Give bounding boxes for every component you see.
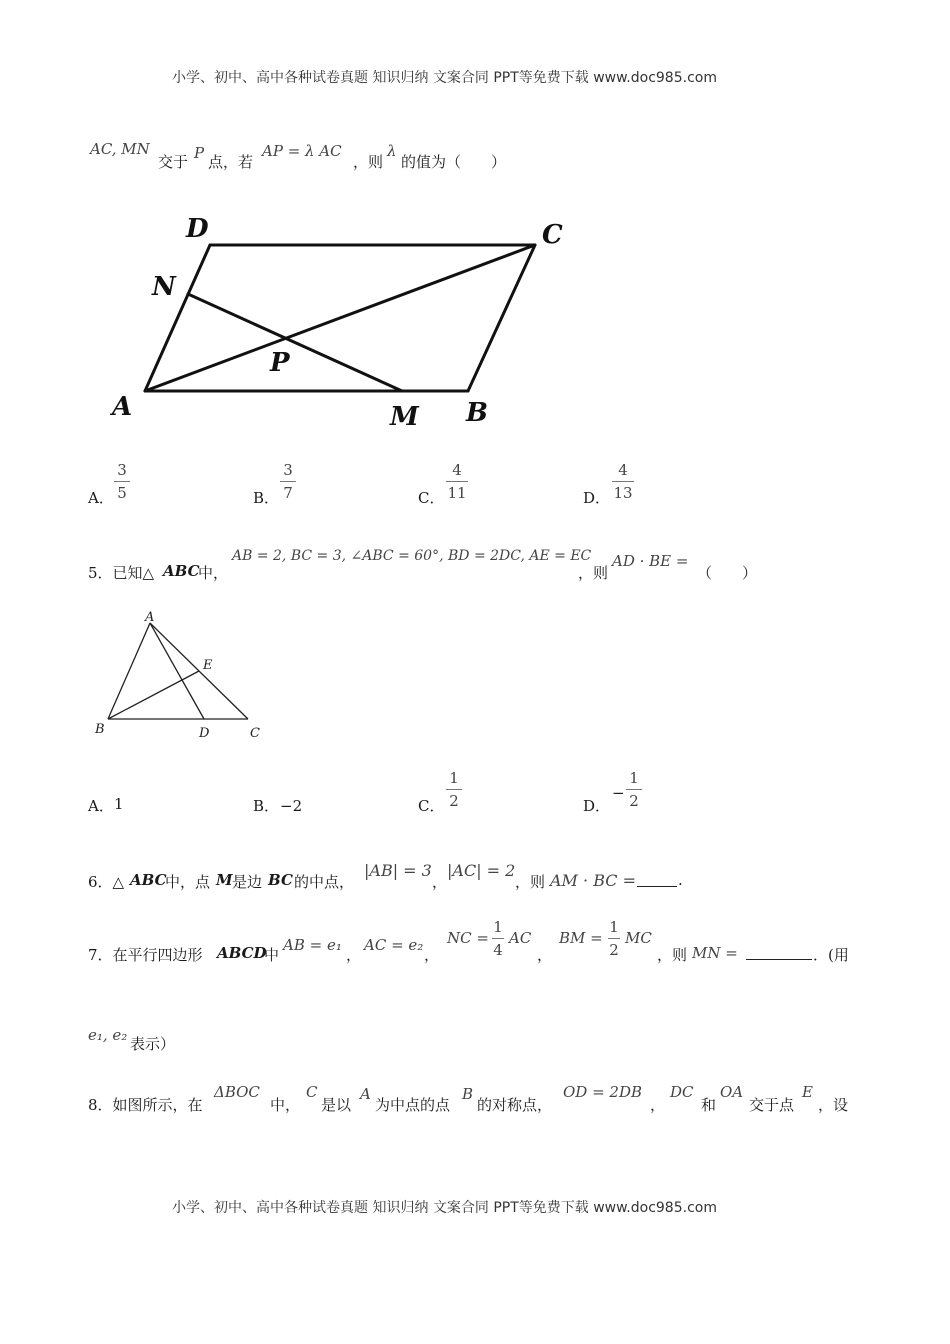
math-abs-ab: |AB| = 3 xyxy=(364,861,432,880)
option-b-label: B． xyxy=(253,489,280,507)
text: ，则 xyxy=(578,564,609,582)
math-oa: OA xyxy=(720,1083,744,1101)
option-c-label: C． xyxy=(418,489,445,507)
math-c: C xyxy=(306,1083,318,1101)
label-d: D xyxy=(199,726,210,741)
math-dc: DC xyxy=(670,1083,694,1101)
text: 点，若 xyxy=(208,153,254,171)
math-e: E xyxy=(802,1083,813,1101)
text: 8．如图所示，在 xyxy=(88,1096,203,1114)
text: ，则 xyxy=(353,153,384,171)
parallelogram-figure xyxy=(100,205,580,435)
segment-be xyxy=(108,671,199,719)
label-a: A xyxy=(112,392,133,422)
text: ，则 xyxy=(657,946,688,964)
text: 为中点的点 xyxy=(375,1096,451,1114)
option-c-fraction: 1 2 xyxy=(446,768,462,811)
math-od-2db: OD = 2DB xyxy=(563,1083,643,1101)
text: 交于点 xyxy=(749,1096,795,1114)
text: 是以 xyxy=(321,1096,352,1114)
answer-blank[interactable] xyxy=(746,959,812,960)
math-a: A xyxy=(360,1085,371,1103)
page-header: 小学、初中、高中各种试卷真题 知识归纳 文案合同 PPT等免费下载 www.doc985.com xyxy=(172,70,717,86)
math-abs-ac: |AC| = 2 xyxy=(447,861,516,880)
math-triangle-boc: ΔBOC xyxy=(214,1083,260,1101)
math-e1-e2: e₁, e₂ xyxy=(88,1026,128,1044)
label-a: A xyxy=(145,610,155,625)
option-b-label: B． xyxy=(253,797,280,815)
text: 5．已知△ xyxy=(88,564,155,582)
math-mn: MN = xyxy=(692,944,738,962)
math-am-bc: AM · BC = xyxy=(550,871,636,890)
label-m: M xyxy=(390,402,419,432)
label-n: N xyxy=(152,272,176,302)
option-a-label: A． xyxy=(88,797,114,815)
math-ac-e2: AC = e₂ xyxy=(364,936,424,954)
text: ， xyxy=(424,946,440,964)
text: 的中点， xyxy=(294,873,355,891)
text: 表示） xyxy=(130,1035,176,1053)
text: ， xyxy=(432,873,448,891)
text: ．(用 xyxy=(813,946,849,964)
text: 6．△ xyxy=(88,873,125,891)
option-a-value: 1 xyxy=(114,795,124,813)
math-nc-left: NC = xyxy=(447,929,489,947)
label-c: C xyxy=(542,220,563,250)
math-dot-product: AD · BE = xyxy=(612,552,689,570)
math-nc-right: AC xyxy=(509,929,532,947)
math-lambda: λ xyxy=(387,142,397,160)
text: 7．在平行四边形 xyxy=(88,946,203,964)
answer-blank[interactable] xyxy=(637,886,677,887)
text: 是边 xyxy=(232,873,263,891)
segment-bc: BC xyxy=(268,871,293,889)
text: ， xyxy=(346,946,362,964)
math-bm-left: BM = xyxy=(559,929,603,947)
option-d-fraction: 4 13 xyxy=(613,461,633,502)
text: 的值为（ ） xyxy=(401,153,507,171)
text: . xyxy=(678,871,683,889)
text: ，设 xyxy=(818,1096,849,1114)
option-d-sign: − xyxy=(612,784,625,802)
label-b: B xyxy=(95,722,105,737)
option-c-fraction: 4 11 xyxy=(447,461,467,502)
text: 中 xyxy=(264,946,280,964)
text: 的对称点， xyxy=(477,1096,553,1114)
nc-fraction: 1 4 xyxy=(493,918,503,959)
triangle-figure xyxy=(90,605,280,745)
text: （ ） xyxy=(697,564,758,582)
math-conditions: AB = 2, BC = 3, ∠ABC = 60°, BD = 2DC, AE = EC xyxy=(232,548,592,564)
option-b-value: −2 xyxy=(280,797,303,815)
math-p: P xyxy=(194,144,205,162)
label-p: P xyxy=(270,348,290,378)
text: 中， xyxy=(270,1096,301,1114)
math-ap-eq: AP = λ AC xyxy=(262,142,342,160)
text: 中，点 xyxy=(165,873,211,891)
option-a-fraction: 3 5 xyxy=(114,460,130,503)
option-d-label: D． xyxy=(583,489,611,507)
segment-ab xyxy=(108,623,150,719)
triangle-name: ABC xyxy=(163,562,200,580)
math-ab-e1: AB = e₁ xyxy=(283,936,342,954)
text: 和 xyxy=(701,1096,717,1114)
page-footer: 小学、初中、高中各种试卷真题 知识归纳 文案合同 PPT等免费下载 www.doc985.com xyxy=(172,1200,717,1216)
text: ，则 xyxy=(515,873,546,891)
text: 中， xyxy=(198,564,229,582)
point-m: M xyxy=(216,871,233,889)
text: ， xyxy=(537,946,553,964)
option-d-fraction: 1 2 xyxy=(626,768,642,811)
label-c: C xyxy=(250,726,260,741)
option-d-label: D． xyxy=(583,797,611,815)
label-d: D xyxy=(186,214,209,244)
triangle-name: ABC xyxy=(130,871,167,889)
text: ， xyxy=(650,1096,666,1114)
label-b: B xyxy=(466,398,488,428)
math-b: B xyxy=(462,1085,474,1103)
math-ac-mn: AC, MN xyxy=(90,140,150,158)
segment-ad xyxy=(150,623,204,719)
option-c-label: C． xyxy=(418,797,445,815)
option-a-label: A． xyxy=(88,489,114,507)
text: 交于 xyxy=(158,153,189,171)
segment-mn xyxy=(188,294,402,391)
parallelogram-name: ABCD xyxy=(217,944,267,962)
label-e: E xyxy=(203,658,213,673)
option-b-fraction: 3 7 xyxy=(280,460,296,503)
math-bm-right: MC xyxy=(625,929,652,947)
bm-fraction: 1 2 xyxy=(609,918,619,959)
